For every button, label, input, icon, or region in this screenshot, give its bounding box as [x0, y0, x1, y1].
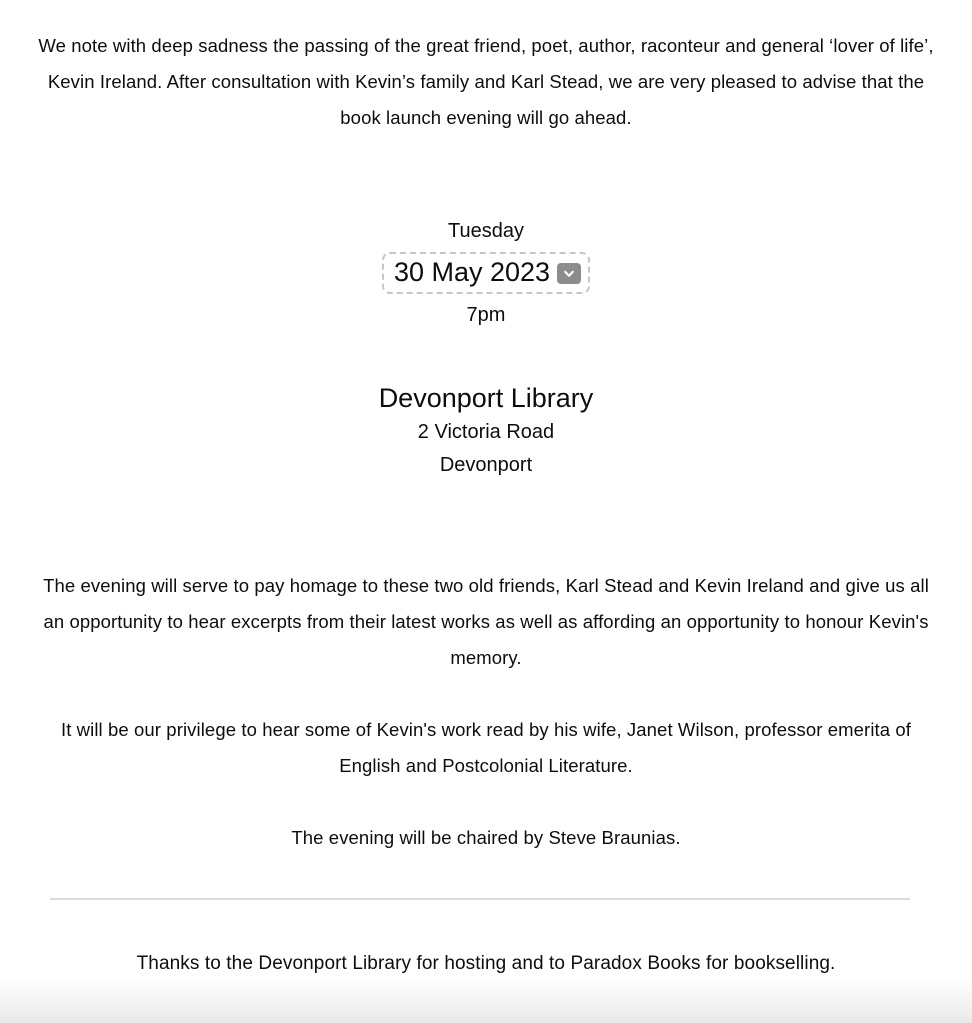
thanks-paragraph: Thanks to the Devonport Library for hosting and to Paradox Books for bookselling. [136, 953, 836, 974]
chair-paragraph: The evening will be chaired by Steve Braunias. [291, 827, 681, 848]
event-time: 7pm [466, 304, 506, 326]
event-date: 30 May 2023 [393, 257, 551, 287]
date-dropdown-button[interactable] [557, 263, 581, 284]
event-date-row [33, 252, 939, 294]
venue-address-street: 2 Victoria Road [417, 421, 555, 443]
intro-paragraph: We note with deep sadness the passing of the great friend, poet, author, raconteur and general ‘lover of life’, Kevin Ireland. After consultation with Kevin’s family and Karl Stead, we are very pleased to advise that the book launch evening will go ahead. [38, 35, 934, 128]
event-venue-block [33, 380, 939, 482]
homage-paragraph: The evening will serve to pay homage to these two old friends, Karl Stead and Kevin Ireland and give us all an opportunity to hear excerpts from their latest works as well as affording an opportunity to honour Kevin's memory. [43, 575, 929, 668]
event-day: Tuesday [448, 220, 524, 242]
bottom-fade-shadow [0, 978, 972, 1023]
event-datetime-block [33, 216, 939, 330]
venue-address-suburb: Devonport [439, 454, 533, 476]
venue-name: Devonport Library [378, 383, 594, 413]
footer-divider [50, 898, 910, 900]
privilege-paragraph: It will be our privilege to hear some of Kevin's work read by his wife, Janet Wilson, professor emerita of English and Postcolonial Literature. [60, 719, 912, 776]
date-detector-box[interactable] [382, 252, 590, 294]
chevron-down-icon [562, 267, 576, 281]
